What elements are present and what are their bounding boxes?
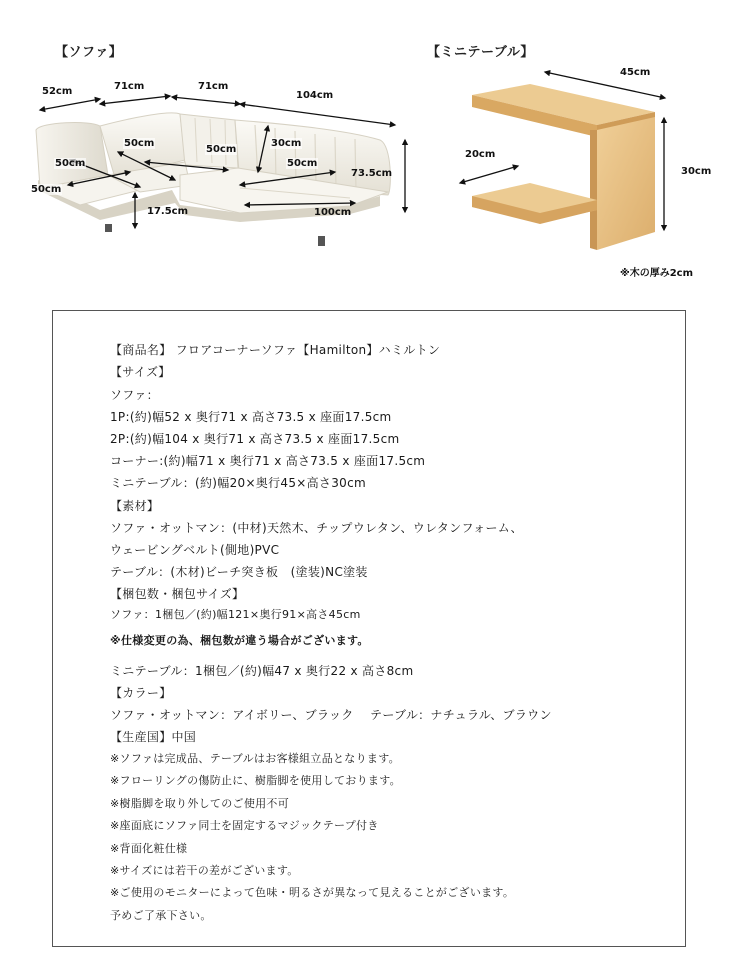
spec-line-material-table: テーブル：(木材)ビーチ突き板 (塗装)NC塗装 <box>110 565 368 579</box>
dim-seat-width-2p: 100cm <box>314 207 352 218</box>
dim-sofa-corner-a: 71cm <box>114 81 145 92</box>
spec-line-packing-note: ※仕様変更の為、梱包数が違う場合がございます。 <box>110 634 369 647</box>
spec-line-size-heading: 【サイズ】 <box>110 365 171 379</box>
sofa-section-title: 【ソファ】 <box>55 45 123 60</box>
dim-seat-depth-a: 50cm <box>124 138 155 149</box>
mini-table-illustration <box>0 0 744 300</box>
dim-sofa-corner-b: 71cm <box>198 81 229 92</box>
spec-line-product-name: 【商品名】 フロアコーナーソファ【Hamilton】ハミルトン <box>110 343 441 357</box>
spec-line-material-sofa-2: ウェービングベルト(側地)PVC <box>110 543 280 557</box>
dim-seat-depth-d: 50cm <box>287 158 318 169</box>
spec-line-sofa: ソファ： <box>110 388 159 402</box>
spec-note-acknowledge: 予めご了承下さい。 <box>110 909 212 922</box>
spec-note-monitor: ※ご使用のモニターによって色味・明るさが異なって見えることがございます。 <box>110 886 515 899</box>
spec-line-origin: 【生産国】中国 <box>110 730 197 744</box>
spec-note-feet: ※フローリングの傷防止に、樹脂脚を使用しております。 <box>110 774 401 787</box>
dim-seat-height: 17.5cm <box>147 206 189 217</box>
spec-line-color-heading: 【カラー】 <box>110 686 172 700</box>
spec-line-material-sofa: ソファ・オットマン：(中材)天然木、チップウレタン、ウレタンフォーム、 <box>110 521 523 535</box>
table-section-title: 【ミニテーブル】 <box>427 45 534 60</box>
spec-line-corner: コーナー:(約)幅71 x 奥行71 x 高さ73.5 x 座面17.5cm <box>110 454 426 468</box>
spec-note-feet-removal: ※樹脂脚を取り外してのご使用不可 <box>110 797 290 810</box>
dim-seat-depth-e: 50cm <box>31 184 62 195</box>
spec-line-packing-heading: 【梱包数・梱包サイズ】 <box>110 587 245 601</box>
dim-back-height: 30cm <box>271 138 302 149</box>
spec-note-size-diff: ※サイズには若干の差がございます。 <box>110 864 299 877</box>
dim-table-width: 20cm <box>465 149 496 160</box>
dim-total-height: 73.5cm <box>351 168 393 179</box>
table-thickness-note: ※木の厚み2cm <box>620 268 694 279</box>
dim-seat-depth-b: 50cm <box>206 144 237 155</box>
spec-note-velcro: ※座面底にソファ同士を固定するマジックテープ付き <box>110 819 379 832</box>
spec-line-mini-table: ミニテーブル：(約)幅20×奥行45×高さ30cm <box>110 476 366 490</box>
spec-line-2p: 2P:(約)幅104 x 奥行71 x 高さ73.5 x 座面17.5cm <box>110 432 400 446</box>
spec-note-back: ※背面化粧仕様 <box>110 842 188 855</box>
dim-seat-depth-c: 50cm <box>55 158 86 169</box>
spec-line-packing-table: ミニテーブル：1梱包／(約)幅47 x 奥行22 x 高さ8cm <box>110 664 414 678</box>
spec-line-color: ソファ・オットマン：アイボリー、ブラック テーブル：ナチュラル、ブラウン <box>110 708 552 722</box>
dim-sofa-width-2p: 104cm <box>296 90 334 101</box>
spec-line-packing-sofa: ソファ：1梱包／(約)幅121×奥行91×高さ45cm <box>110 608 361 621</box>
dim-table-height: 30cm <box>681 166 712 177</box>
spec-note-assembly: ※ソファは完成品、テーブルはお客様組立品となります。 <box>110 752 400 765</box>
spec-line-material-heading: 【素材】 <box>110 499 160 513</box>
dim-table-depth: 45cm <box>620 67 651 78</box>
spec-line-1p: 1P:(約)幅52 x 奥行71 x 高さ73.5 x 座面17.5cm <box>110 410 392 424</box>
dim-sofa-width-1p: 52cm <box>42 86 73 97</box>
